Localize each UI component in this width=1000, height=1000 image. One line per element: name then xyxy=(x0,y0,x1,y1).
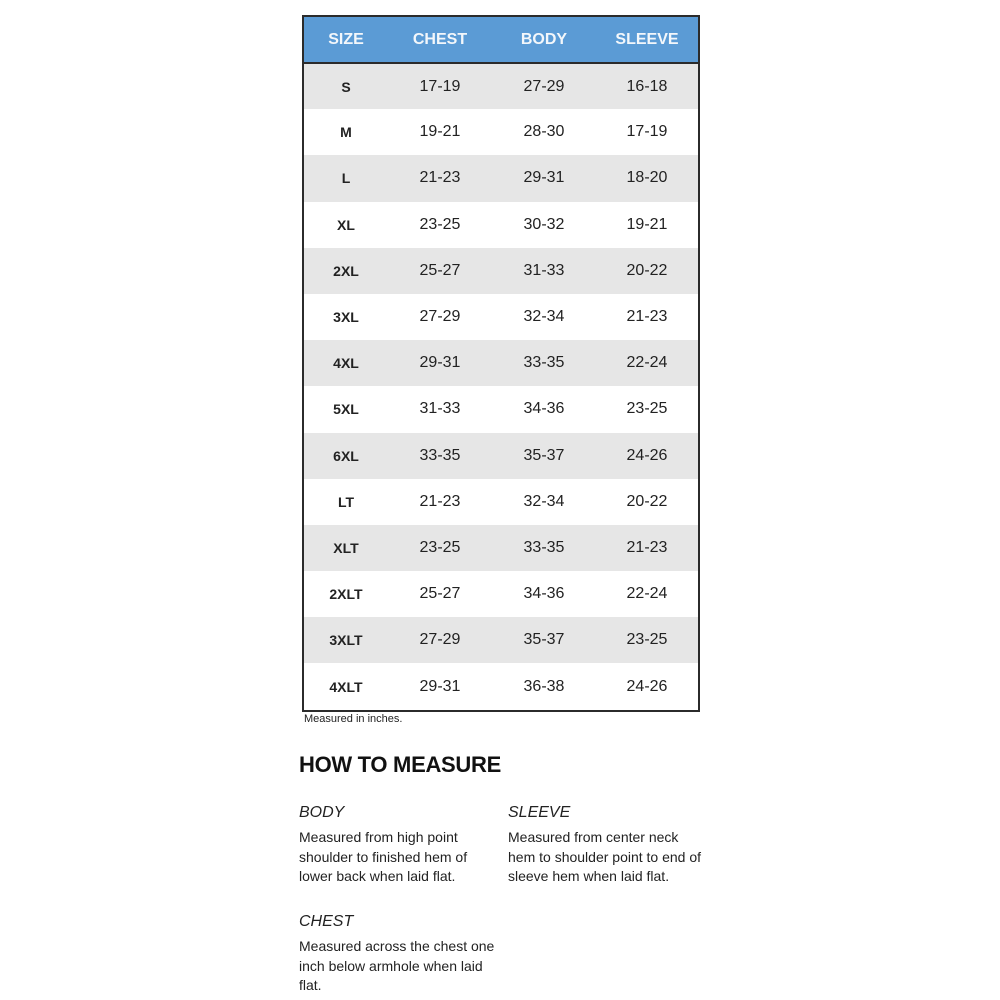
sleeve-cell: 23-25 xyxy=(626,400,668,418)
body-cell: 34-36 xyxy=(523,400,565,418)
size-cell: 3XLT xyxy=(329,632,363,649)
size-cell: M xyxy=(340,124,352,141)
body-cell: 32-34 xyxy=(523,492,565,510)
sleeve-cell: 16-18 xyxy=(626,77,668,95)
header-sleeve: SLEEVE xyxy=(596,17,698,63)
table-row xyxy=(304,571,698,617)
sleeve-cell: 20-22 xyxy=(626,261,668,279)
sleeve-cell: 23-25 xyxy=(626,631,668,649)
table-row xyxy=(304,109,698,155)
table-row xyxy=(304,340,698,386)
table-row xyxy=(304,63,698,109)
sleeve-cell: 19-21 xyxy=(626,215,668,233)
table-row xyxy=(304,433,698,479)
size-cell: 6XL xyxy=(333,447,359,464)
table-row xyxy=(304,479,698,525)
size-cell: S xyxy=(341,78,351,95)
body-cell: 32-34 xyxy=(523,308,565,326)
body-cell: 28-30 xyxy=(523,123,565,141)
sleeve-cell: 17-19 xyxy=(626,123,668,141)
size-cell: 4XLT xyxy=(329,678,363,695)
chest-cell: 31-33 xyxy=(419,400,461,418)
body-cell: 33-35 xyxy=(523,354,565,372)
size-cell: 5XL xyxy=(333,401,359,418)
body-label: BODY xyxy=(299,804,345,821)
size-chart-table xyxy=(302,15,700,712)
size-cell: 2XL xyxy=(333,262,359,279)
table-row xyxy=(304,386,698,432)
chest-description: Measured across the chest one inch below armhole when laid flat. xyxy=(299,938,495,993)
body-cell: 35-37 xyxy=(523,631,565,649)
size-cell: 2XLT xyxy=(329,586,363,603)
chest-cell: 25-27 xyxy=(419,261,461,279)
table-row xyxy=(304,525,698,571)
body-cell: 33-35 xyxy=(523,538,565,556)
chest-cell: 21-23 xyxy=(419,492,461,510)
sleeve-cell: 20-22 xyxy=(626,492,668,510)
size-cell: 3XL xyxy=(333,309,359,326)
sleeve-cell: 24-26 xyxy=(626,446,668,464)
body-cell: 29-31 xyxy=(523,169,565,187)
size-cell: LT xyxy=(337,493,355,510)
body-cell: 34-36 xyxy=(523,585,565,603)
body-description: Measured from high point shoulder to finished hem of lower back when laid flat. xyxy=(299,829,468,884)
table-row xyxy=(304,663,698,709)
table-row xyxy=(304,294,698,340)
sleeve-cell: 18-20 xyxy=(626,169,668,187)
table-row xyxy=(304,248,698,294)
table-header-row xyxy=(304,17,698,63)
chest-cell: 17-19 xyxy=(419,77,461,95)
header-chest: CHEST xyxy=(388,17,492,63)
body-cell: 27-29 xyxy=(523,77,565,95)
chest-cell: 29-31 xyxy=(419,677,461,695)
sleeve-cell: 22-24 xyxy=(626,585,668,603)
size-cell: XL xyxy=(337,216,355,233)
body-cell: 31-33 xyxy=(523,261,565,279)
body-cell: 35-37 xyxy=(523,446,565,464)
chest-cell: 33-35 xyxy=(419,446,461,464)
chest-cell: 29-31 xyxy=(419,354,461,372)
sleeve-cell: 21-23 xyxy=(626,308,668,326)
header-body: BODY xyxy=(492,17,596,63)
header-size: SIZE xyxy=(304,17,388,63)
table-row xyxy=(304,617,698,663)
sleeve-label: SLEEVE xyxy=(508,804,571,821)
body-cell: 36-38 xyxy=(523,677,565,695)
size-cell: 4XL xyxy=(333,355,359,372)
sleeve-cell: 21-23 xyxy=(626,538,668,556)
sleeve-measure-section xyxy=(508,804,708,887)
size-cell: L xyxy=(341,170,351,187)
units-note: Measured in inches. xyxy=(304,713,403,725)
chest-cell: 21-23 xyxy=(419,169,461,187)
chest-cell: 23-25 xyxy=(419,538,461,556)
size-cell: XLT xyxy=(333,539,359,556)
chest-cell: 27-29 xyxy=(419,631,461,649)
body-cell: 30-32 xyxy=(523,215,565,233)
sleeve-description: Measured from center neck hem to shoulder point to end of sleeve hem when laid flat. xyxy=(508,829,702,884)
how-to-measure-title: HOW TO MEASURE xyxy=(299,752,501,777)
table-row xyxy=(304,155,698,201)
chest-cell: 23-25 xyxy=(419,215,461,233)
chest-cell: 27-29 xyxy=(419,308,461,326)
chest-cell: 19-21 xyxy=(419,123,461,141)
chest-cell: 25-27 xyxy=(419,585,461,603)
chest-label: CHEST xyxy=(299,913,354,930)
chest-measure-section xyxy=(299,913,499,996)
sleeve-cell: 24-26 xyxy=(626,677,668,695)
body-measure-section xyxy=(299,804,499,887)
table-row xyxy=(304,202,698,248)
sleeve-cell: 22-24 xyxy=(626,354,668,372)
